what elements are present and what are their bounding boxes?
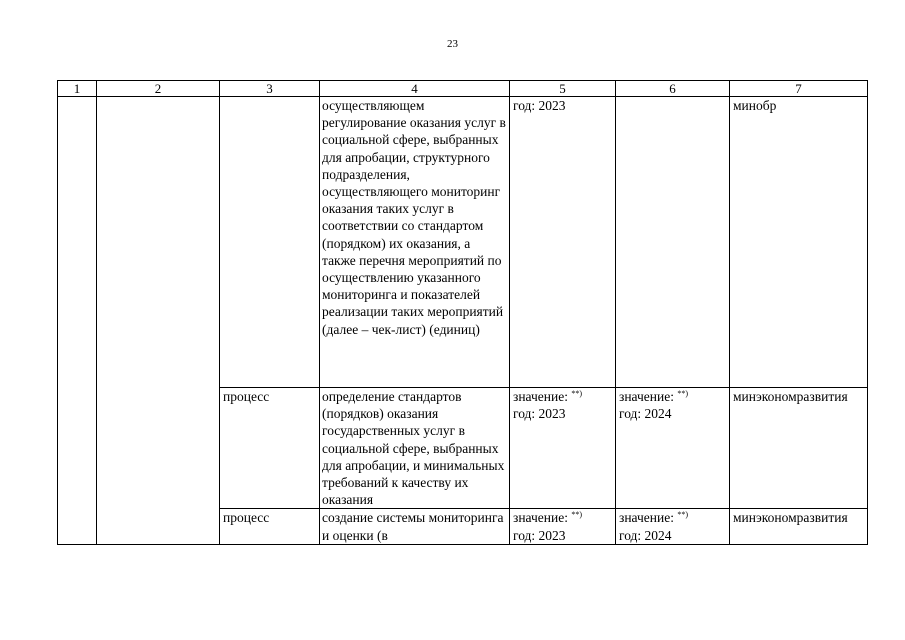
col5-year: год: 2023 xyxy=(513,98,566,113)
indicator-table xyxy=(57,80,868,545)
col3-cell: процесс xyxy=(220,388,320,509)
header-cell-7: 7 xyxy=(730,81,868,97)
footnote-mark: **) xyxy=(571,510,583,520)
header-cell-4: 4 xyxy=(320,81,510,97)
header-cell-1: 1 xyxy=(58,81,97,97)
footnote-mark: **) xyxy=(677,389,689,398)
col3-cell xyxy=(220,97,320,388)
footnote-mark: **) xyxy=(677,510,689,520)
header-cell-5: 5 xyxy=(510,81,616,97)
col4-cell: создание системы мониторинга и оценки (в xyxy=(320,509,510,544)
col5-cell xyxy=(510,388,616,509)
value-label: значение: xyxy=(619,510,678,526)
col5-year: год: 2023 xyxy=(513,406,566,422)
value-label: значение: xyxy=(513,510,572,526)
col5-value xyxy=(513,388,612,405)
header-row xyxy=(58,81,868,97)
col7-cell: минэкономразвития xyxy=(730,388,868,509)
table-row xyxy=(58,97,868,388)
col5-cell xyxy=(510,509,616,544)
col6-year: год: 2024 xyxy=(619,527,672,543)
col3-cell: процесс xyxy=(220,509,320,544)
col5-cell xyxy=(510,97,616,388)
col5-value xyxy=(513,509,612,526)
col6-cell xyxy=(616,388,730,509)
value-label: значение: xyxy=(619,389,678,404)
col7-cell: минобр xyxy=(730,97,868,388)
col5-year: год: 2023 xyxy=(513,527,566,543)
col1-cell xyxy=(58,97,97,545)
col6-value xyxy=(619,388,726,405)
col7-cell: минэкономразвития xyxy=(730,509,868,544)
col6-cell xyxy=(616,97,730,388)
col6-value xyxy=(619,509,726,526)
col4-cell: определение стандартов (порядков) оказания государственных услуг в социальной сфере, выбранных для апробации, и минимальных требований к качеству их оказания xyxy=(320,388,510,509)
header-cell-2: 2 xyxy=(97,81,220,97)
col2-cell xyxy=(97,97,220,545)
footnote-mark: **) xyxy=(571,389,583,398)
col6-year: год: 2024 xyxy=(619,406,672,422)
header-cell-3: 3 xyxy=(220,81,320,97)
header-cell-6: 6 xyxy=(616,81,730,97)
col6-cell xyxy=(616,509,730,544)
value-label: значение: xyxy=(513,389,572,404)
page-number: 23 xyxy=(447,38,458,50)
col4-cell: осуществляющем регулирование оказания услуг в социальной сфере, выбранных для апробации, структурного подразделения, осуществляющего мониторинг оказания таких услуг в соответствии со стандартом (порядком) их оказания, а также перечня мероприятий по осуществлению указанного мониторинга и показателей реализации таких мероприятий (далее – чек-лист) (единиц) xyxy=(320,97,510,388)
